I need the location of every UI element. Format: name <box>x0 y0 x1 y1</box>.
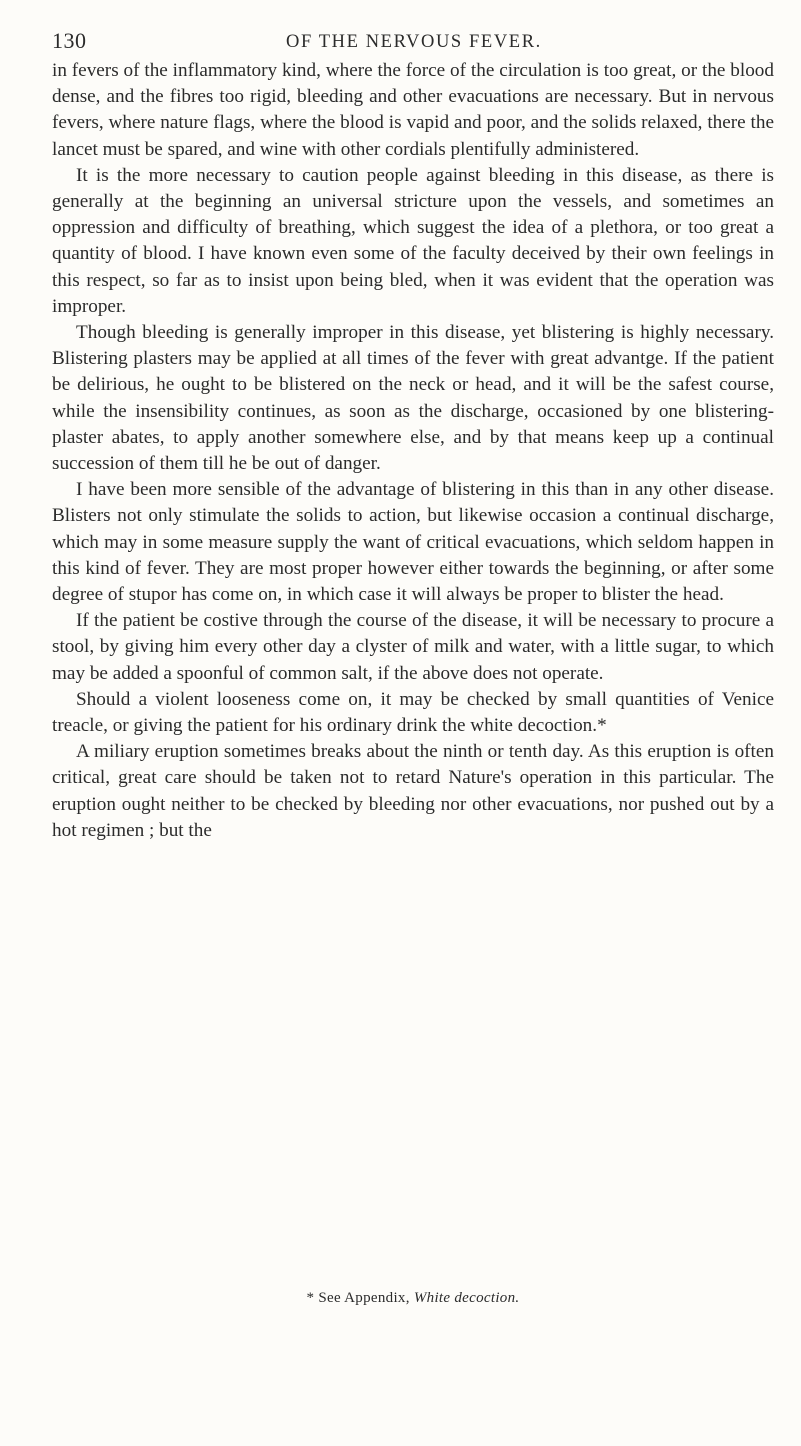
paragraph-blistering: Though bleeding is generally improper in this disease, yet blistering is highly necessary. Blistering plasters may be applied at all times of the fever with great advantge. If the patient be delirious, he ought to be blistered on the neck or head, and it will be the safest course, while the insensibility continues, as soon as the discharge, occasioned by one blistering-plaster abates, to apply another somewhere else, and by that means keep up a continual succession of them till he be out of danger. <box>52 322 774 475</box>
paragraph-continued: in fevers of the inflammatory kind, where the force of the circulation is too great, or the blood dense, and the fibres too rigid, bleeding and other evacuations are necessary. But in nervous fevers, where nature flags, where the blood is vapid and poor, and the solids relaxed, there the lancet must be spared, and wine with other cordials plentifully administered. <box>52 60 774 160</box>
running-head <box>52 28 772 54</box>
paragraph-blister-advantage: I have been more sensible of the advantage of blistering in this than in any other disease. Blisters not only stimulate the solids to action, but likewise occasion a continual discharge, which may in some measure supply the want of critical evacuations, which seldom happen in this kind of fever. They are most proper however either towards the beginning, or after some degree of stupor has come on, in which case it will always be proper to blister the head. <box>52 479 774 606</box>
paragraph-bleeding-caution: It is the more necessary to caution people against bleeding in this disease, as there is generally at the beginning an universal stricture upon the vessels, and sometimes an oppression and difficulty of breathing, which suggest the idea of a plethora, or too great a quantity of blood. I have known even some of the faculty deceived by their own feelings in this respect, so far as to insist upon being bled, when it was evident that the operation was improper. <box>52 164 774 317</box>
footnote-italic: White decoction. <box>413 1290 520 1306</box>
paragraph-miliary-eruption: A miliary eruption sometimes breaks about the ninth or tenth day. As this eruption is often critical, great care should be taken not to retard Nature's operation in this particular. The eruption ought neither to be checked by bleeding nor other evacuations, nor pushed out by a hot regimen ; but the <box>52 741 774 841</box>
footnote-text: * See Appendix, <box>306 1290 410 1306</box>
footnote <box>52 1290 774 1307</box>
page-number: 130 <box>52 28 87 53</box>
paragraph-costive: If the patient be costive through the course of the disease, it will be necessary to procure a stool, by giving him every other day a clyster of milk and water, with a little sugar, to which may be added a spoonful of common salt, if the above does not operate. <box>52 610 774 684</box>
paragraph-looseness: Should a violent looseness come on, it may be checked by small quantities of Venice treacle, or giving the patient for his ordinary drink the white decoction.* <box>52 688 774 737</box>
running-title: OF THE NERVOUS FEVER. <box>286 32 542 52</box>
body-text <box>52 58 774 844</box>
